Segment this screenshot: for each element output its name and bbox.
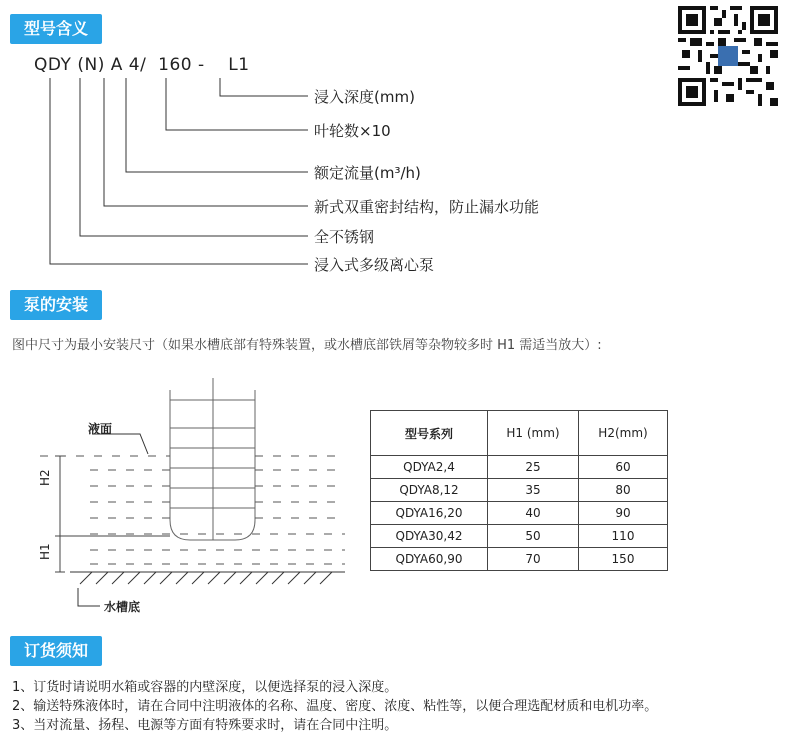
model-leader-lines [0, 0, 320, 280]
cell-model: QDYA30,42 [371, 525, 488, 548]
header-model-series: 型号系列 [371, 411, 488, 456]
explain-rated-flow: 额定流量(m³/h) [314, 164, 421, 182]
cell-h1: 70 [488, 548, 579, 571]
cell-h1: 35 [488, 479, 579, 502]
installation-diagram [0, 370, 350, 630]
code-part-slash: / [140, 55, 147, 75]
section-title-installation: 泵的安装 [10, 290, 102, 320]
table-row [371, 548, 668, 571]
cell-h2: 90 [579, 502, 668, 525]
ordering-note: 2、输送特殊液体时，请在合同中注明液体的名称、温度、密度、浓度、粘性等，以便合理选配材质和电机功率。 [12, 699, 658, 714]
label-h2: H2 [38, 469, 52, 486]
table-header-row [371, 411, 668, 456]
explain-pump-type: 浸入式多级离心泵 [314, 256, 435, 274]
code-part-qdy: QDY [34, 55, 72, 75]
cell-model: QDYA60,90 [371, 548, 488, 571]
section-title-model-meaning: 型号含义 [10, 14, 102, 44]
table-row [371, 502, 668, 525]
cell-model: QDYA16,20 [371, 502, 488, 525]
explain-stainless: 全不锈钢 [314, 228, 375, 246]
code-part-dash: - [198, 55, 205, 75]
table-row [371, 456, 668, 479]
installation-spec-table [370, 410, 668, 571]
label-h1: H1 [38, 543, 52, 560]
ordering-note: 1、订货时请说明水箱或容器的内壁深度，以便选择泵的浸入深度。 [12, 680, 398, 695]
cell-h1: 40 [488, 502, 579, 525]
cell-model: QDYA8,12 [371, 479, 488, 502]
explain-double-seal: 新式双重密封结构，防止漏水功能 [314, 198, 540, 216]
explain-impeller-count: 叶轮数×10 [314, 122, 391, 140]
table-row [371, 479, 668, 502]
table-row [371, 525, 668, 548]
cell-h1: 50 [488, 525, 579, 548]
cell-h2: 110 [579, 525, 668, 548]
ordering-notes [12, 678, 657, 735]
section-title-ordering: 订货须知 [10, 636, 102, 666]
header-h2: H2(mm) [579, 411, 668, 456]
label-tank-bottom: 水槽底 [104, 600, 141, 614]
installation-intro: 图中尺寸为最小安装尺寸（如果水槽底部有特殊装置，或水槽底部铁屑等杂物较多时 H1 需适当放大）: [12, 338, 602, 353]
qr-code-icon [678, 6, 778, 106]
cell-h1: 25 [488, 456, 579, 479]
cell-h2: 60 [579, 456, 668, 479]
cell-h2: 80 [579, 479, 668, 502]
cell-model: QDYA2,4 [371, 456, 488, 479]
explain-immersion-depth: 浸入深度(mm) [314, 88, 415, 106]
code-part-n: (N) [77, 55, 105, 75]
cell-h2: 150 [579, 548, 668, 571]
code-part-4: 4 [128, 55, 141, 75]
code-part-l1: L1 [228, 55, 250, 75]
code-part-160: 160 [158, 55, 193, 75]
label-liquid-surface: 液面 [88, 422, 113, 436]
code-part-a: A [110, 55, 123, 75]
header-h1: H1 (mm) [488, 411, 579, 456]
ordering-note: 3、当对流量、扬程、电源等方面有特殊要求时，请在合同中注明。 [12, 718, 398, 733]
